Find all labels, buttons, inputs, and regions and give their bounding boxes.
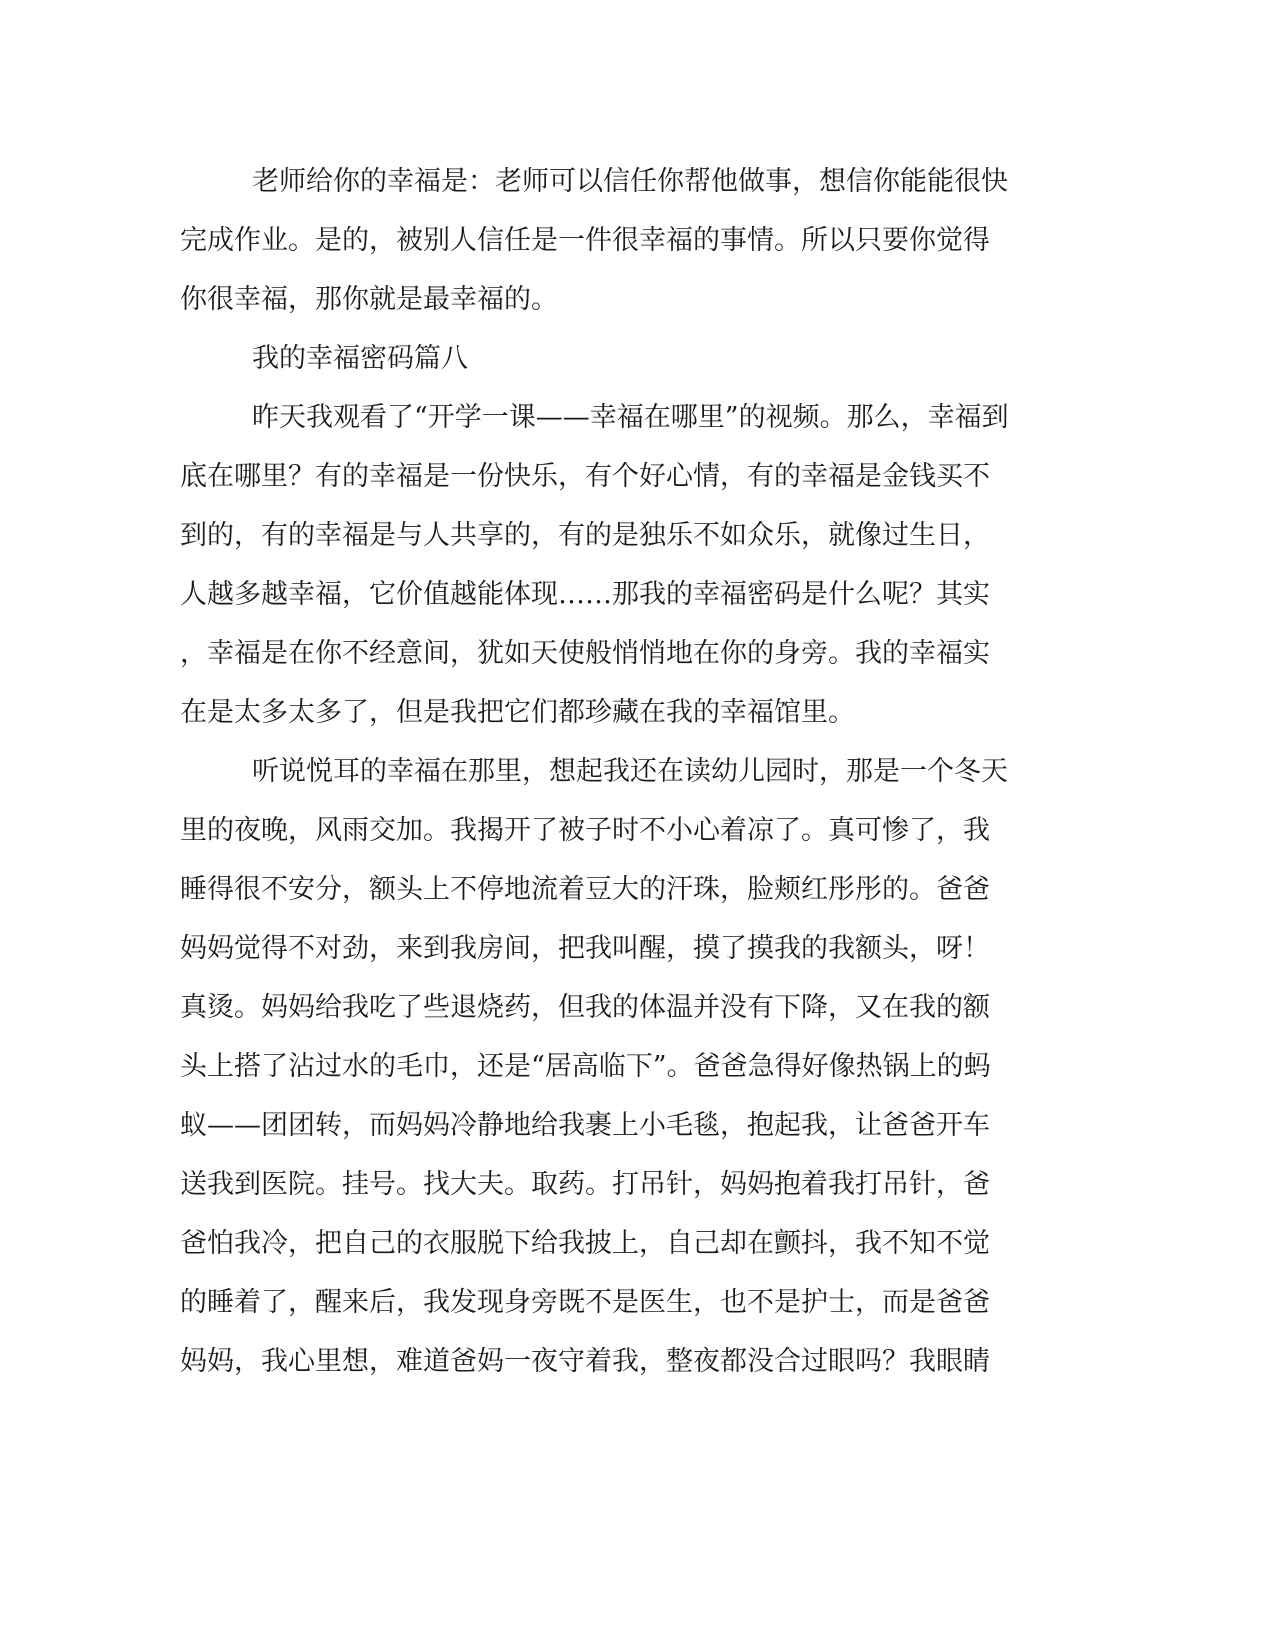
text-line: 昨天我观看了“开学一课——幸福在哪里”的视频。那么，幸福到 xyxy=(252,402,1009,433)
text-line: 送我到医院。挂号。找大夫。取药。打吊针，妈妈抱着我打吊针，爸 xyxy=(180,1169,990,1200)
text-line: 底在哪里？有的幸福是一份快乐，有个好心情，有的幸福是金钱买不 xyxy=(180,461,990,492)
text-line: 到的，有的幸福是与人共享的，有的是独乐不如众乐，就像过生日， xyxy=(180,520,990,551)
text-line: 真烫。妈妈给我吃了些退烧药，但我的体温并没有下降，又在我的额 xyxy=(180,992,990,1023)
text-line: 在是太多太多了，但是我把它们都珍藏在我的幸福馆里。 xyxy=(180,697,855,728)
text-line: 睡得很不安分，额头上不停地流着豆大的汗珠，脸颊红彤彤的。爸爸 xyxy=(180,874,990,905)
text-line: ，幸福是在你不经意间，犹如天使般悄悄地在你的身旁。我的幸福实 xyxy=(180,638,990,669)
text-line: 人越多越幸福，它价值越能体现……那我的幸福密码是什么呢？其实 xyxy=(180,579,990,610)
text-line: 爸怕我冷，把自己的衣服脱下给我披上，自己却在颤抖，我不知不觉 xyxy=(180,1228,990,1259)
text-line: 蚁——团团转，而妈妈冷静地给我裹上小毛毯，抱起我，让爸爸开车 xyxy=(180,1110,990,1141)
text-line: 你很幸福，那你就是最幸福的。 xyxy=(180,284,558,315)
text-line: 里的夜晚，风雨交加。我揭开了被子时不小心着凉了。真可惨了，我 xyxy=(180,815,990,846)
text-line: 完成作业。是的，被别人信任是一件很幸福的事情。所以只要你觉得 xyxy=(180,225,990,256)
text-line: 头上搭了沾过水的毛巾，还是“居高临下”。爸爸急得好像热锅上的蚂 xyxy=(180,1051,991,1082)
text-line: 听说悦耳的幸福在那里，想起我还在读幼儿园时，那是一个冬天 xyxy=(252,756,1008,787)
text-line: 老师给你的幸福是：老师可以信任你帮他做事，想信你能能很快 xyxy=(252,166,1008,197)
text-line: 妈妈觉得不对劲，来到我房间，把我叫醒，摸了摸我的我额头，呀！ xyxy=(180,933,990,964)
text-line: 妈妈，我心里想，难道爸妈一夜守着我，整夜都没合过眼吗？我眼睛 xyxy=(180,1346,990,1377)
section-heading: 我的幸福密码篇八 xyxy=(252,343,468,374)
text-line: 的睡着了，醒来后，我发现身旁既不是医生，也不是护士，而是爸爸 xyxy=(180,1287,990,1318)
